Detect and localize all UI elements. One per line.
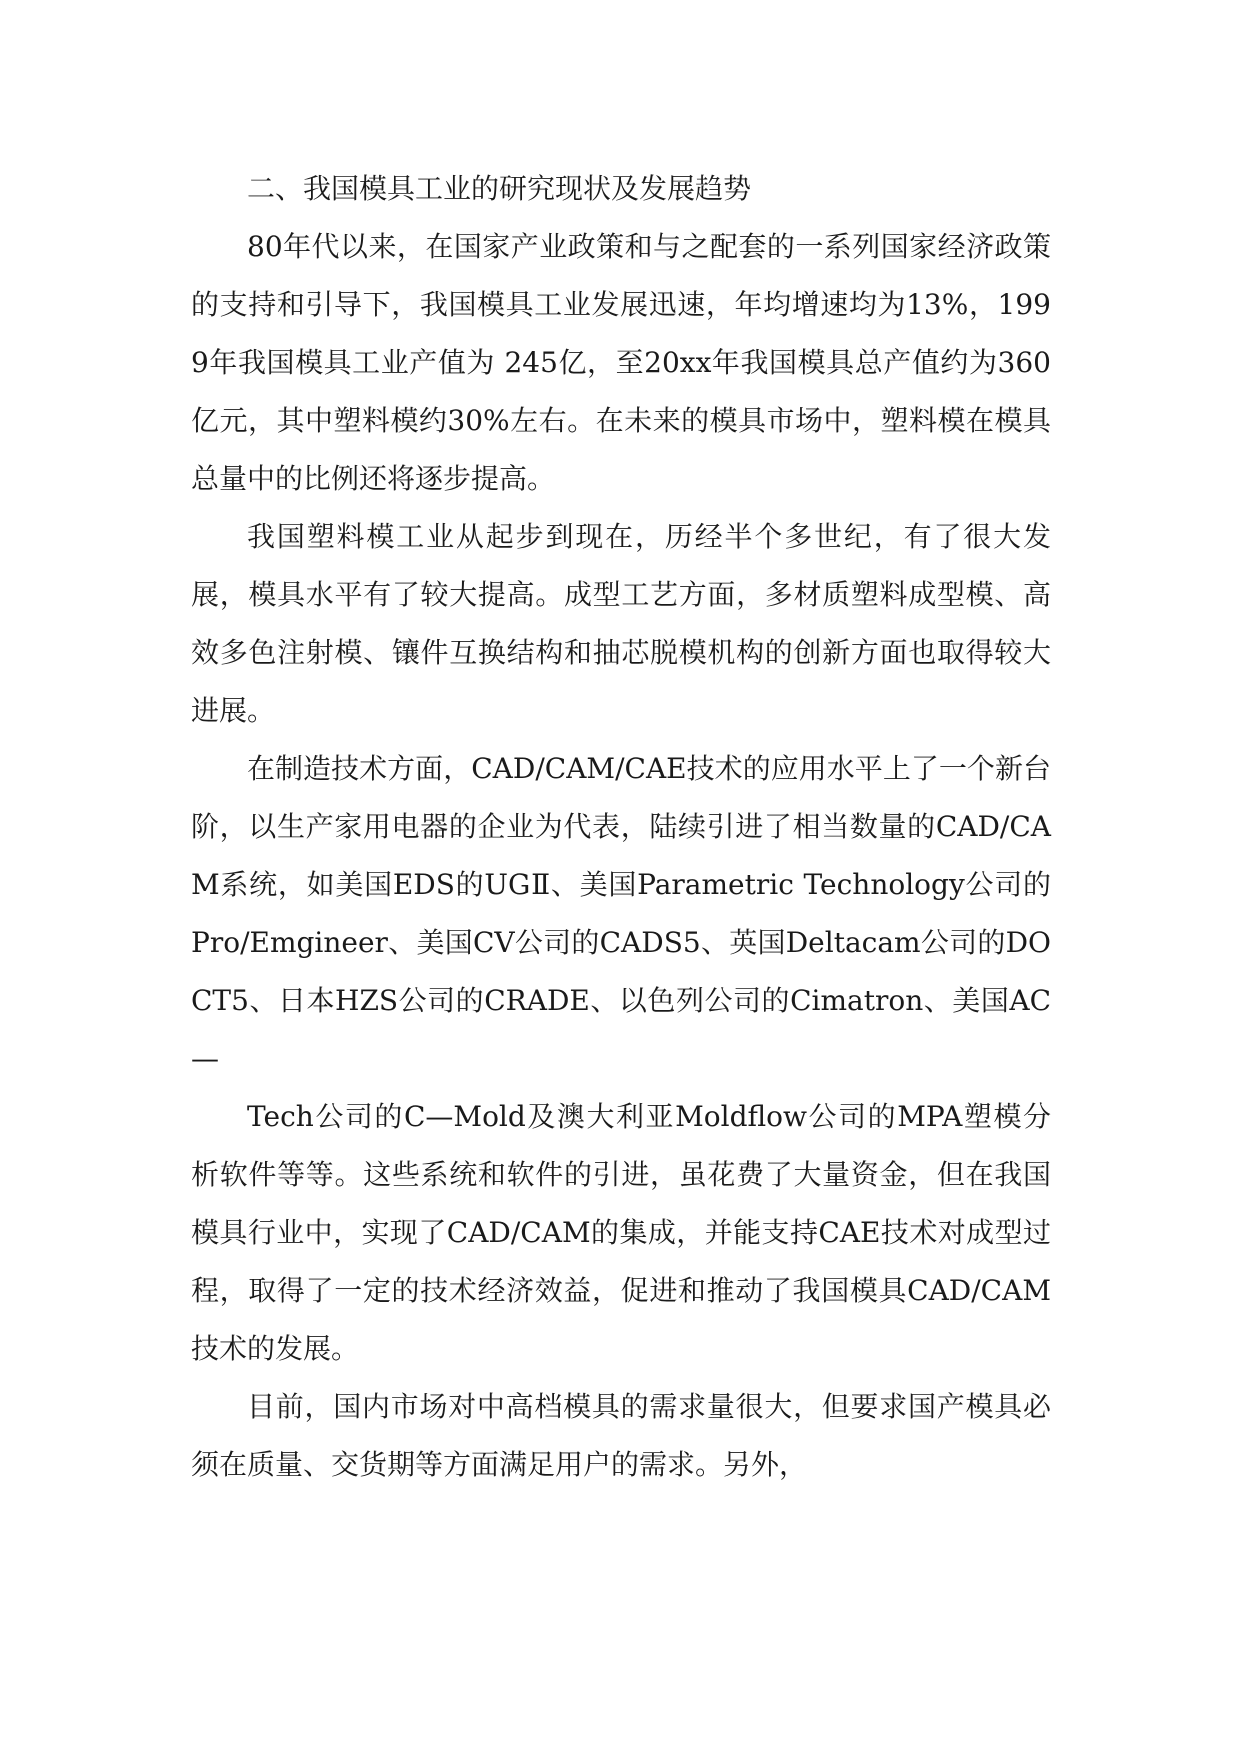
paragraph-3: 在制造技术方面，CAD/CAM/CAE技术的应用水平上了一个新台阶，以生产家用电器的企业为代表，陆续引进了相当数量的CAD/CAM系统，如美国EDS的UGⅡ、美国Parametric Technology公司的Pro/Emgineer、美国CV公司的CADS5、英国Deltacam公司的DOCT5、日本HZS公司的CRADE、以色列公司的Cimatron、美国AC— bbox=[191, 752, 1051, 1075]
paragraph-4: Tech公司的C—Mold及澳大利亚Moldflow公司的MPA塑模分析软件等等。这些系统和软件的引进，虽花费了大量资金，但在我国模具行业中，实现了CAD/CAM的集成，并能支持CAE技术对成型过程，取得了一定的技术经济效益，促进和推动了我国模具CAD/CAM技术的发展。 bbox=[191, 1100, 1051, 1365]
paragraph-1: 80年代以来，在国家产业政策和与之配套的一系列国家经济政策的支持和引导下，我国模具工业发展迅速，年均增速均为13%，1999年我国模具工业产值为 245亿，至20xx年我国模具总产值约为360亿元，其中塑料模约30%左右。在未来的模具市场中，塑料模在模具总量中的比例还将逐步提高。 bbox=[191, 230, 1051, 495]
paragraph-2: 我国塑料模工业从起步到现在，历经半个多世纪，有了很大发展，模具水平有了较大提高。成型工艺方面，多材质塑料成型模、高效多色注射模、镶件互换结构和抽芯脱模机构的创新方面也取得较大进展。 bbox=[191, 520, 1051, 727]
document-body bbox=[191, 160, 1051, 1494]
paragraph-5: 目前，国内市场对中高档模具的需求量很大，但要求国产模具必须在质量、交货期等方面满足用户的需求。另外， bbox=[191, 1390, 1051, 1481]
section-heading: 二、我国模具工业的研究现状及发展趋势 bbox=[247, 172, 752, 205]
